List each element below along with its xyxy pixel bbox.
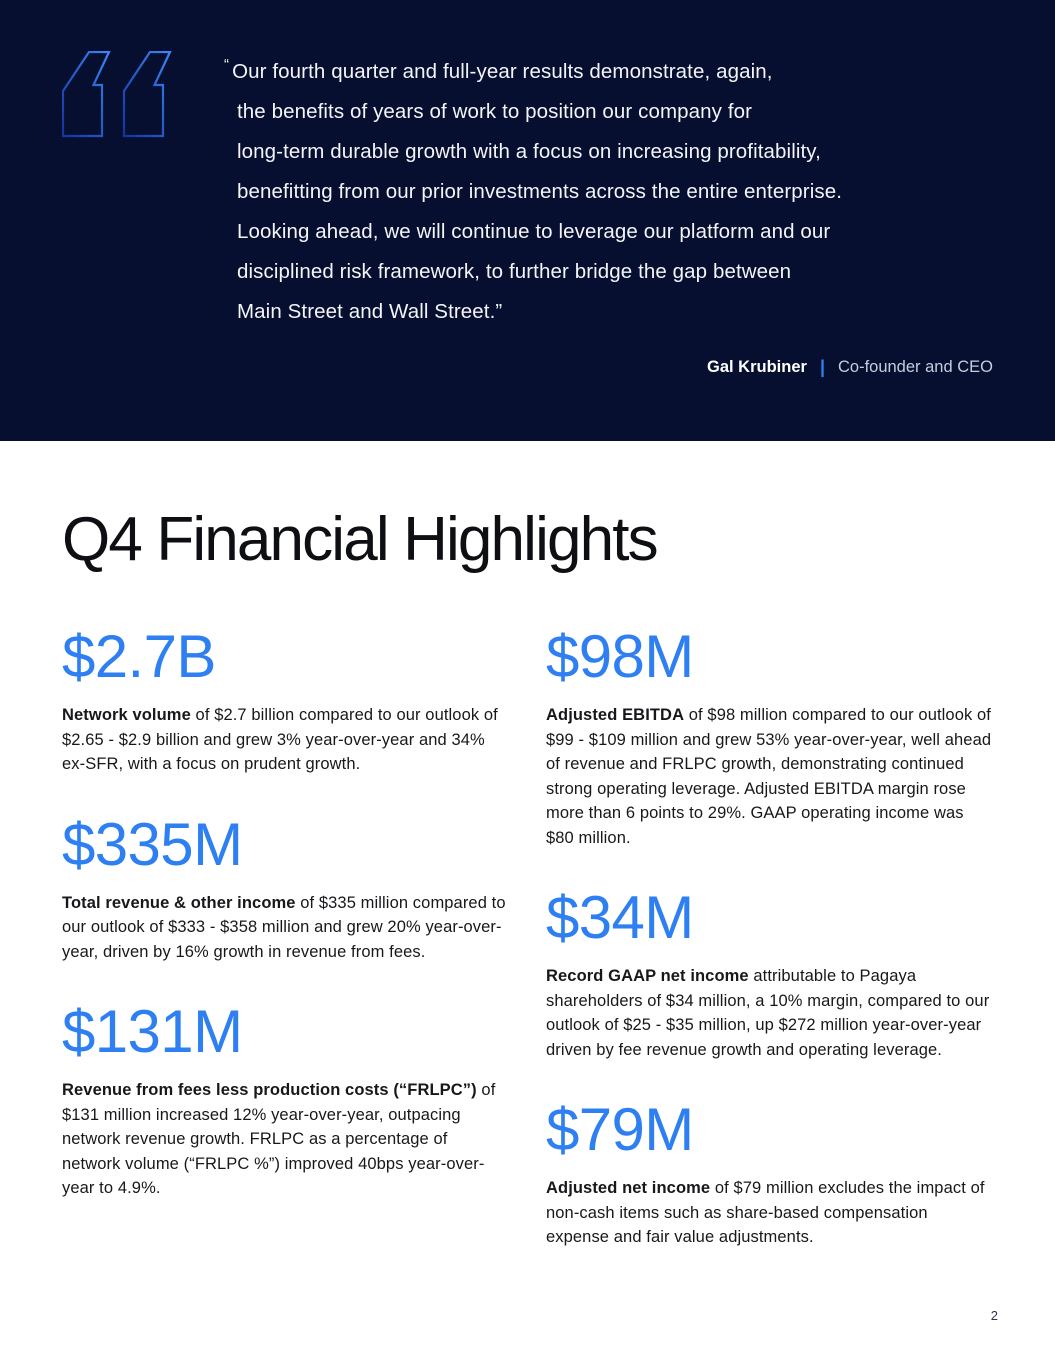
hero-quote-section	[0, 0, 1055, 441]
metric-lead: Adjusted EBITDA	[546, 706, 685, 724]
quote-line: benefitting from our prior investments across the entire enterprise.	[237, 180, 842, 203]
page-number: 2	[990, 1308, 998, 1323]
ceo-quote	[224, 45, 1017, 332]
metric-lead: Total revenue & other income	[62, 893, 296, 912]
metric-description	[62, 703, 509, 777]
metric-gaap-net-income	[546, 886, 993, 1062]
metric-description	[546, 1176, 993, 1250]
attribution-role: Co-founder and CEO	[837, 358, 993, 376]
metric-rest: of $98 million compared to our outlook of $99 - $109 million and grew 53% year-over-year, well ahead of revenue and FRLPC growth, demonstrating continued strong operating leverage. Adjusted EBITDA margin rose more than 6 points to 29%. GAAP operating income was $80 million.	[546, 706, 992, 847]
metrics-column-left	[62, 573, 509, 1266]
quote-attribution	[707, 356, 993, 377]
quote-line: Main Street and Wall Street.”	[237, 300, 503, 323]
metric-lead: Adjusted net income	[546, 1179, 711, 1197]
metric-frlpc	[62, 1000, 509, 1201]
metric-rest: of $335 million compared to our outlook of $333 - $358 million and grew 20% year-over-year, driven by 16% growth in revenue from fees.	[62, 893, 506, 961]
metric-total-revenue	[62, 810, 509, 965]
metric-lead: Revenue from fees less production costs (“FRLPC”)	[62, 1081, 477, 1099]
open-quote-mark: “	[224, 56, 230, 73]
highlights-section	[62, 441, 993, 1266]
quote-line: disciplined risk framework, to further bridge the gap between	[237, 260, 792, 283]
metric-description	[62, 891, 509, 965]
metric-lead: Network volume	[62, 706, 191, 724]
metric-description	[546, 964, 993, 1062]
metric-value: $335M	[62, 810, 243, 878]
quote-line: Looking ahead, we will continue to leverage our platform and our	[237, 220, 831, 243]
metric-adjusted-net-income	[546, 1098, 993, 1250]
metric-value: $131M	[62, 998, 243, 1065]
metric-description	[546, 703, 993, 850]
attribution-divider: |	[819, 357, 825, 377]
metric-value: $34M	[546, 884, 694, 951]
metric-rest: of $79 million excludes the impact of non-cash items such as share-based compensation expense and fair value adjustments.	[546, 1179, 985, 1246]
metric-rest: of $131 million increased 12% year-over-year, outpacing network revenue growth. FRLPC as a percentage of network volume (“FRLPC %”) improved 40bps year-over-year to 4.9%.	[62, 1081, 496, 1197]
metric-adjusted-ebitda	[546, 625, 993, 850]
metric-rest: attributable to Pagaya shareholders of $34 million, a 10% margin, compared to our outlook of $25 - $35 million, up $272 million year-over-year driven by fee revenue growth and operating leverage.	[546, 967, 990, 1059]
metric-value: $2.7B	[62, 623, 216, 690]
metric-value: $98M	[546, 623, 694, 690]
metrics-columns	[62, 573, 993, 1266]
metric-description	[62, 1078, 509, 1201]
quote-line-text: Our fourth quarter and full-year results demonstrate, again,	[232, 60, 773, 83]
quote-line: the benefits of years of work to position our company for	[237, 100, 753, 123]
metrics-column-right	[546, 573, 993, 1266]
quote-line	[224, 45, 1017, 92]
metric-value: $79M	[546, 1096, 694, 1163]
metric-lead: Record GAAP net income	[546, 967, 749, 985]
attribution-name: Gal Krubiner	[707, 358, 807, 376]
opening-double-quote-icon	[62, 51, 174, 139]
page-title: Q4 Financial Highlights	[62, 505, 657, 574]
quote-line: long-term durable growth with a focus on increasing profitability,	[237, 140, 821, 163]
metric-network-volume	[62, 625, 509, 777]
metric-rest: of $2.7 billion compared to our outlook of $2.65 - $2.9 billion and grew 3% year-over-year and 34% ex-SFR, with a focus on prudent growth.	[62, 706, 498, 773]
